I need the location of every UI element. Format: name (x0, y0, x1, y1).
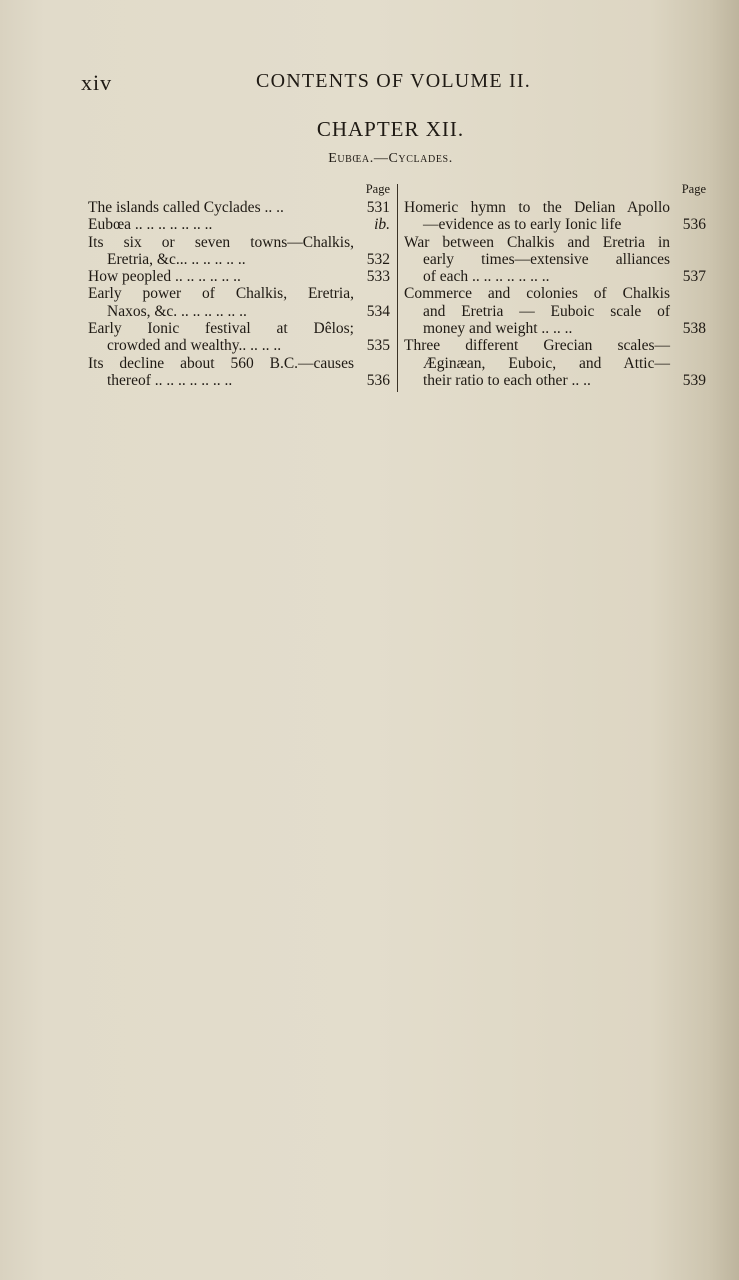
entry-text-line: —evidence as to early Ionic life (423, 216, 622, 234)
contents-entry (404, 199, 706, 234)
column-divider (397, 184, 398, 392)
entry-page-number: 536 (366, 371, 390, 389)
page-number: xiv (81, 70, 113, 95)
entry-text-line: money and weight .. .. .. (423, 320, 573, 338)
entry-text-line: How peopled .. .. .. .. .. .. (88, 268, 241, 286)
entry-page-number: 537 (682, 268, 706, 286)
entry-page-number: 536 (682, 216, 706, 234)
entry-text-line: Its decline about 560 B.C.—causes (88, 354, 354, 372)
entry-text-line: Homeric hymn to the Delian Apollo (404, 199, 670, 216)
entry-text-line: Æginæan, Euboic, and Attic— (423, 354, 670, 372)
contents-entry (404, 285, 706, 337)
entry-text-line: early times—extensive alliances (423, 250, 670, 268)
entry-page-number: 533 (366, 268, 390, 286)
contents-entry (88, 268, 390, 285)
contents-right-column (404, 180, 706, 389)
entry-text-line: and Eretria — Euboic scale of (423, 302, 670, 320)
contents-entry (88, 234, 390, 269)
entry-text-line: thereof .. .. .. .. .. .. .. (107, 371, 233, 389)
entry-text-line: their ratio to each other .. .. (423, 371, 591, 389)
entry-text-line: Commerce and colonies of Chalkis (404, 285, 670, 303)
entry-text-line: War between Chalkis and Eretria in (404, 233, 670, 251)
entry-page-number: 535 (366, 337, 390, 355)
entry-text-line: The islands called Cyclades .. .. (88, 199, 284, 216)
entry-page-number: 531 (366, 199, 390, 216)
entry-page-number: ib. (374, 216, 390, 234)
entry-text-line: Early Ionic festival at Dêlos; (88, 320, 354, 338)
entry-page-number: 539 (682, 371, 706, 389)
contents-left-column (88, 180, 390, 389)
entry-text-line: Early power of Chalkis, Eretria, (88, 285, 354, 303)
entry-text-line: Three different Grecian scales— (404, 337, 670, 355)
contents-entry (88, 355, 390, 390)
contents-entry (404, 234, 706, 286)
contents-entry (88, 320, 390, 355)
contents-entry (88, 285, 390, 320)
entry-page-number: 538 (682, 320, 706, 338)
entry-text-line: Eretria, &c... .. .. .. .. .. (107, 250, 246, 268)
contents-entry (88, 216, 390, 233)
contents-entry (404, 337, 706, 389)
entry-text-line: Its six or seven towns—Chalkis, (88, 233, 354, 251)
chapter-subtitle: Eubœa.—Cyclades. (328, 151, 453, 166)
entry-page-number: 534 (366, 302, 390, 320)
running-title: CONTENTS OF VOLUME II. (256, 70, 531, 92)
page-column-label: Page (365, 182, 390, 196)
entry-text-line: Eubœa .. .. .. .. .. .. .. (88, 216, 213, 234)
entry-text-line: of each .. .. .. .. .. .. .. (423, 268, 550, 286)
entry-text-line: crowded and wealthy.. .. .. .. (107, 337, 282, 355)
page-column-label: Page (681, 182, 706, 196)
contents-entry (88, 199, 390, 216)
entry-page-number: 532 (366, 250, 390, 268)
entry-text-line: Naxos, &c. .. .. .. .. .. .. (107, 302, 247, 320)
chapter-heading: CHAPTER XII. (316, 117, 465, 141)
